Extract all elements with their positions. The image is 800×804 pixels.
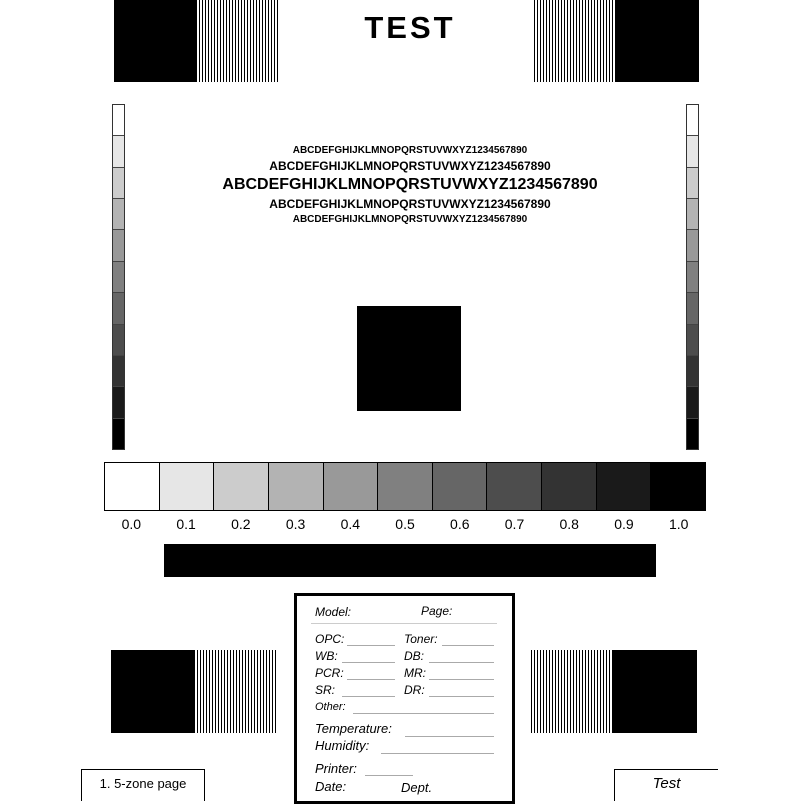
- alphabet-line-4: ABCDEFGHIJKLMNOPQRSTUVWXYZ1234567890: [269, 197, 551, 211]
- strip-swatch: [113, 230, 124, 261]
- strip-swatch: [113, 419, 124, 449]
- top-right-line-pattern: [534, 0, 616, 82]
- density-swatch: [433, 463, 488, 510]
- pcr-field[interactable]: [347, 679, 395, 680]
- alphabet-line-3: ABCDEFGHIJKLMNOPQRSTUVWXYZ1234567890: [222, 176, 598, 193]
- strip-swatch: [113, 356, 124, 387]
- bottom-left-line-pattern: [194, 650, 276, 733]
- sr-label: SR:: [315, 683, 336, 697]
- page-label: Page:: [421, 604, 453, 618]
- strip-swatch: [687, 262, 698, 293]
- bottom-right-line-pattern: [531, 650, 613, 733]
- test-info-form: [294, 593, 515, 804]
- strip-swatch: [687, 199, 698, 230]
- strip-swatch: [113, 136, 124, 167]
- mr-label: MR:: [404, 666, 426, 680]
- page-name-text: 1. 5-zone page: [99, 776, 187, 791]
- density-label: 0.7: [504, 516, 525, 532]
- strip-swatch: [113, 199, 124, 230]
- strip-swatch: [113, 262, 124, 293]
- strip-swatch: [687, 105, 698, 136]
- strip-swatch: [687, 325, 698, 356]
- bottom-right-solid-block: [613, 650, 697, 733]
- dr-field[interactable]: [429, 696, 494, 697]
- density-label: 0.8: [559, 516, 579, 532]
- density-label: 0.2: [231, 516, 251, 532]
- printer-label: Printer:: [315, 761, 357, 776]
- dept-label: Dept.: [401, 780, 433, 795]
- opc-field[interactable]: [347, 645, 395, 646]
- temperature-field[interactable]: [405, 736, 494, 737]
- density-label: 0.6: [450, 516, 470, 532]
- top-right-solid-block: [616, 0, 699, 82]
- date-label: Date:: [315, 779, 347, 794]
- density-swatch: [378, 463, 433, 510]
- other-label: Other:: [315, 701, 346, 713]
- right-grayscale-strip: [686, 104, 699, 450]
- test-tag-text: Test: [652, 775, 681, 792]
- toner-field[interactable]: [442, 645, 494, 646]
- strip-swatch: [113, 293, 124, 324]
- strip-swatch: [113, 387, 124, 418]
- strip-swatch: [113, 325, 124, 356]
- pcr-label: PCR:: [315, 666, 344, 680]
- strip-swatch: [113, 168, 124, 199]
- humidity-field[interactable]: [381, 753, 494, 754]
- center-solid-square: [357, 306, 461, 411]
- alphabet-line-1: ABCDEFGHIJKLMNOPQRSTUVWXYZ1234567890: [292, 145, 528, 156]
- printer-field[interactable]: [365, 775, 413, 776]
- strip-swatch: [687, 168, 698, 199]
- dr-label: DR:: [404, 683, 425, 697]
- density-label: 0.3: [285, 516, 306, 532]
- wb-field[interactable]: [342, 662, 395, 663]
- page-title: TEST: [364, 10, 456, 45]
- test-tag: [614, 769, 718, 801]
- model-label: Model:: [315, 605, 352, 619]
- alphabet-line-2: ABCDEFGHIJKLMNOPQRSTUVWXYZ1234567890: [269, 159, 551, 173]
- alphabet-line-5: ABCDEFGHIJKLMNOPQRSTUVWXYZ1234567890: [292, 214, 528, 225]
- density-swatch: [324, 463, 379, 510]
- density-swatch: [214, 463, 269, 510]
- strip-swatch: [113, 105, 124, 136]
- strip-swatch: [687, 136, 698, 167]
- page-name-tag: [81, 769, 205, 801]
- strip-swatch: [687, 356, 698, 387]
- sr-field[interactable]: [342, 696, 395, 697]
- density-label: 0.9: [614, 516, 634, 532]
- wb-label: WB:: [315, 649, 338, 663]
- strip-swatch: [687, 230, 698, 261]
- top-left-line-pattern: [196, 0, 278, 82]
- solid-horizontal-bar: [164, 544, 656, 577]
- mr-field[interactable]: [429, 679, 494, 680]
- strip-swatch: [687, 293, 698, 324]
- density-label: 1.0: [668, 516, 689, 532]
- model-divider: [311, 623, 497, 624]
- density-label: 0.0: [121, 516, 142, 532]
- density-swatch: [160, 463, 215, 510]
- density-swatch: [105, 463, 160, 510]
- bottom-left-solid-block: [111, 650, 194, 733]
- toner-label: Toner:: [404, 632, 438, 646]
- density-swatch: [651, 463, 705, 510]
- humidity-label: Humidity:: [315, 738, 370, 753]
- density-swatch: [269, 463, 324, 510]
- density-swatch: [487, 463, 542, 510]
- opc-label: OPC:: [315, 632, 345, 646]
- density-scale: [104, 462, 706, 511]
- density-label: 0.5: [395, 516, 415, 532]
- density-label: 0.4: [340, 516, 361, 532]
- strip-swatch: [687, 387, 698, 418]
- density-scale-labels: [104, 516, 706, 532]
- other-field[interactable]: [353, 713, 494, 714]
- top-left-solid-block: [114, 0, 196, 82]
- strip-swatch: [687, 419, 698, 449]
- density-label: 0.1: [176, 516, 196, 532]
- density-swatch: [542, 463, 597, 510]
- db-label: DB:: [404, 649, 425, 663]
- db-field[interactable]: [429, 662, 494, 663]
- temperature-label: Temperature:: [315, 721, 392, 736]
- left-grayscale-strip: [112, 104, 125, 450]
- density-swatch: [597, 463, 652, 510]
